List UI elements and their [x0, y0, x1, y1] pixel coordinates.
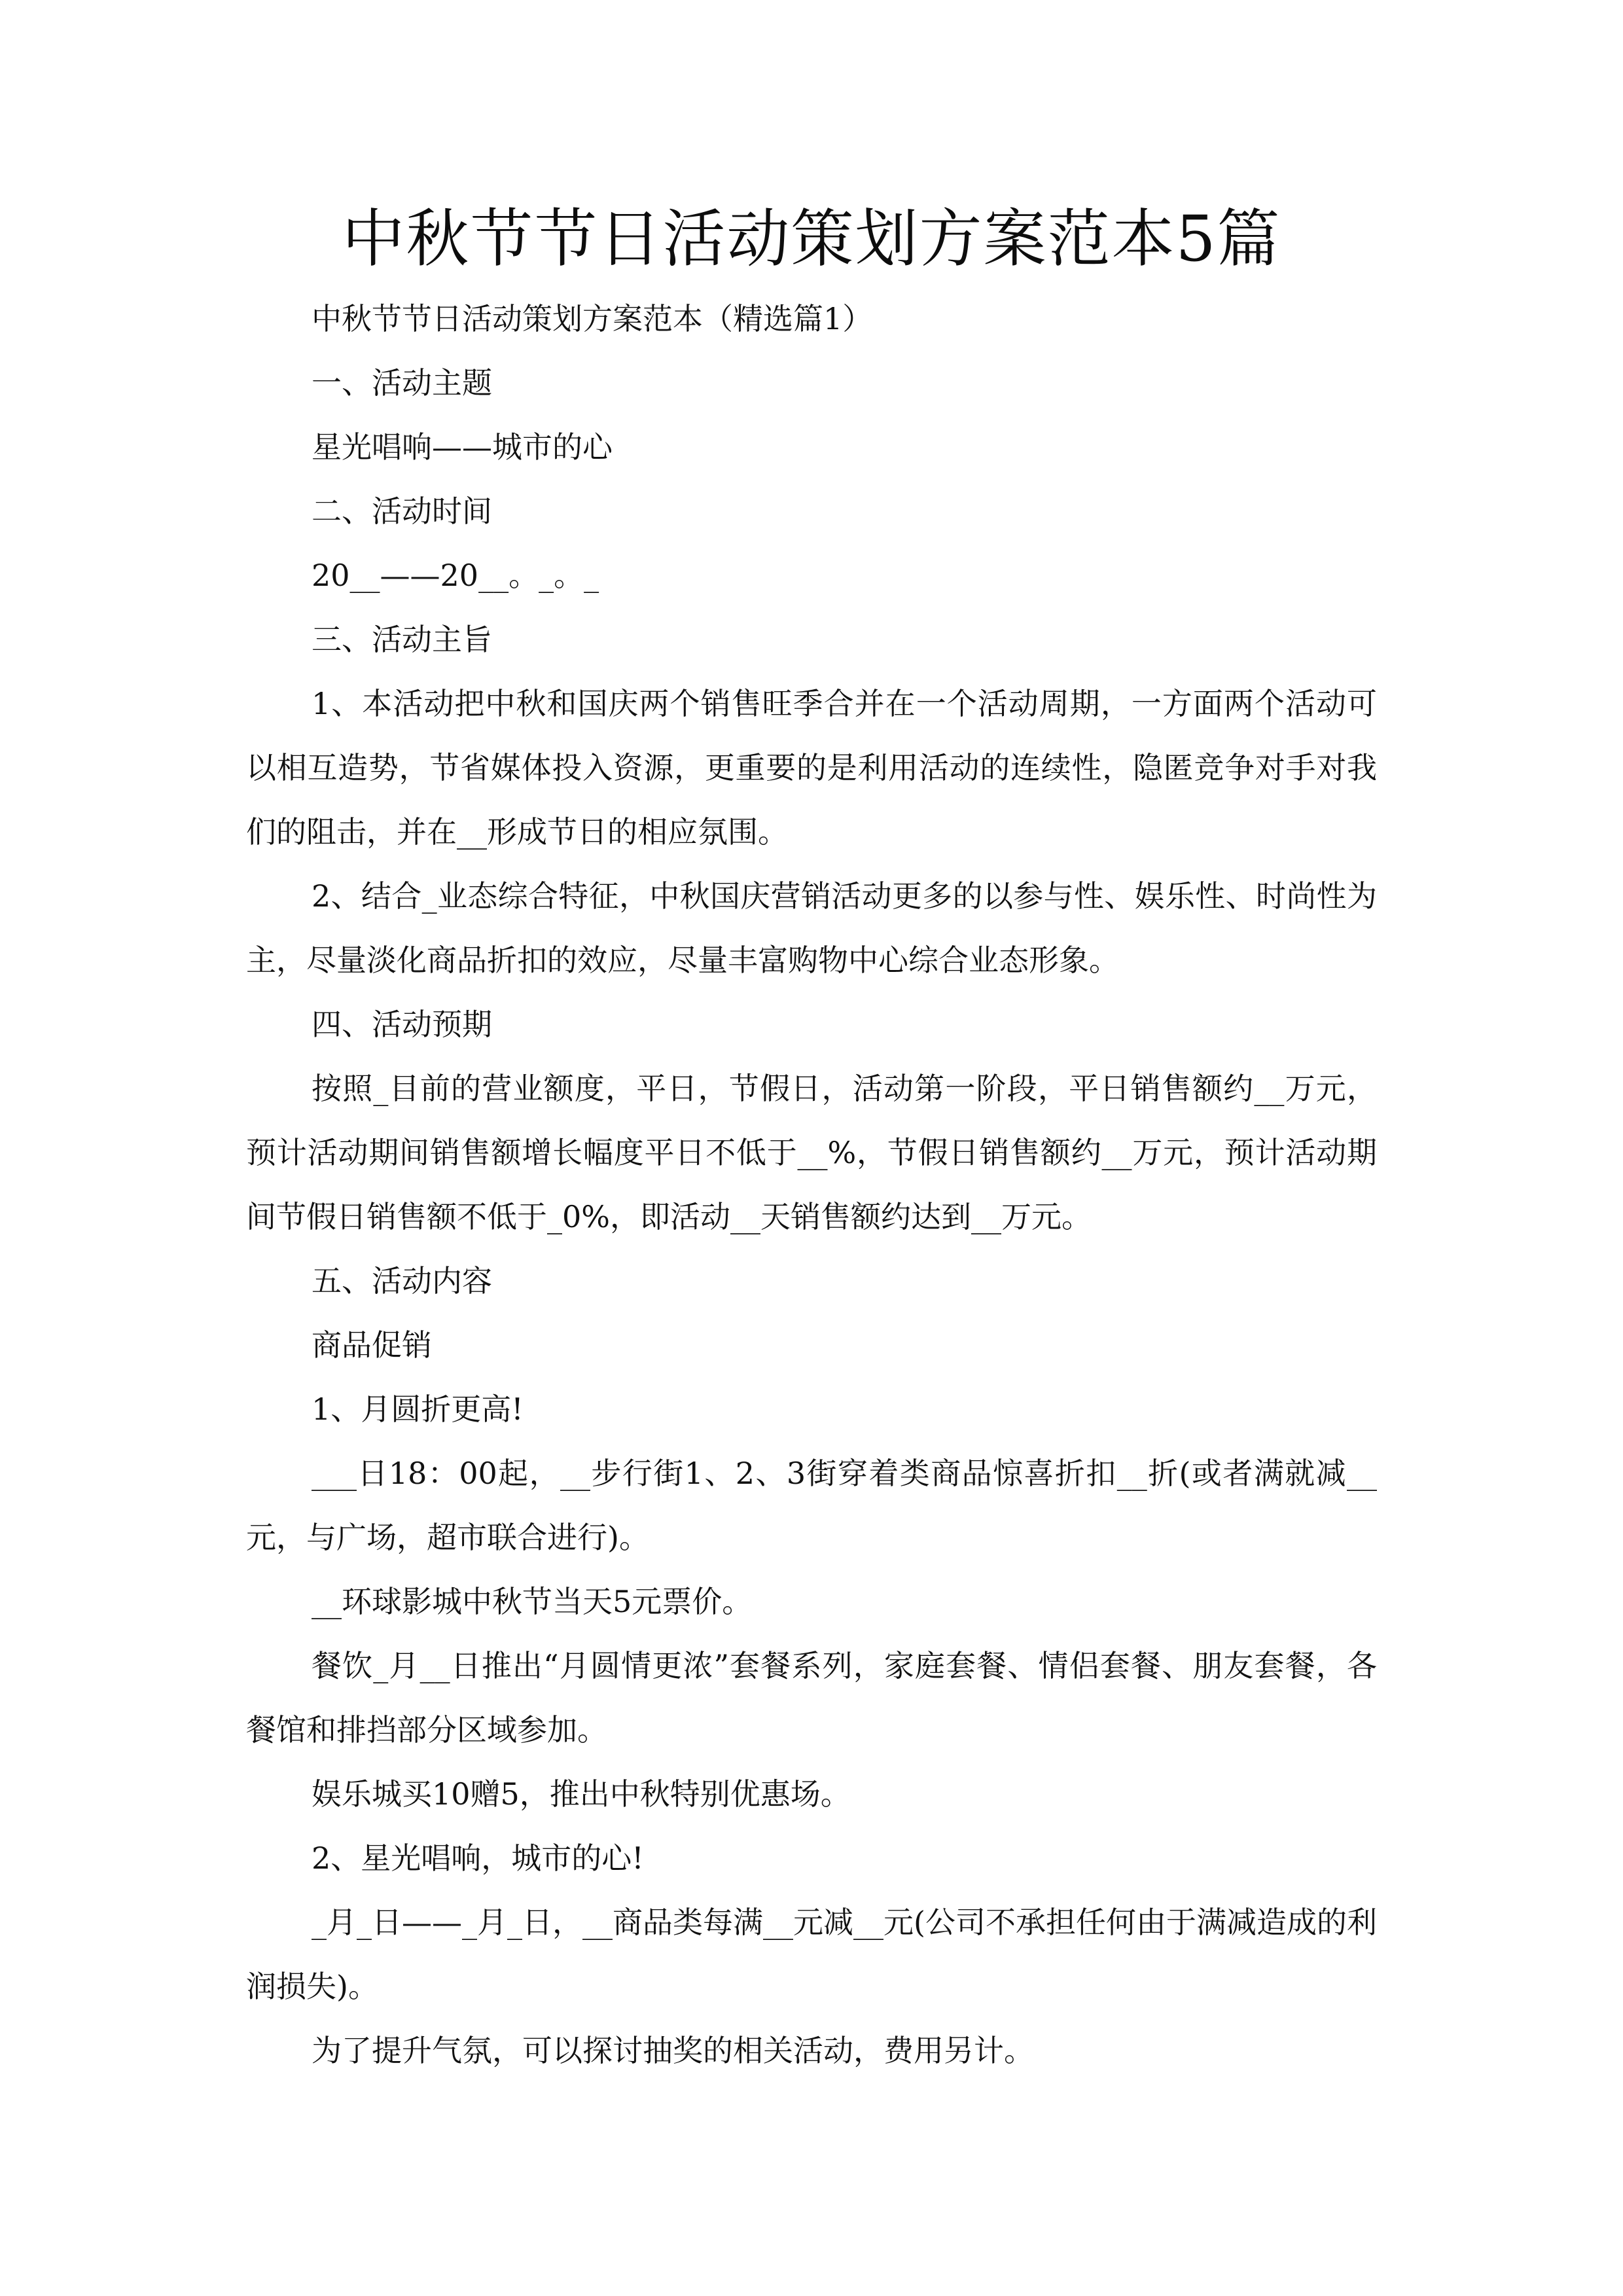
paragraph-dining: 餐饮_月__日推出“月圆情更浓”套餐系列，家庭套餐、情侣套餐、朋友套餐，各餐馆和排挡部分区域参加。 — [246, 1648, 1377, 1748]
heading-content: 五、活动内容 — [312, 1263, 492, 1299]
paragraph-expectation: 按照_目前的营业额度，平日，节假日，活动第一阶段，平日销售额约__万元，预计活动期间销售额增长幅度平日不低于__%，节假日销售额约__万元，预计活动期间节假日销售额不低于_0%，即活动__天销售额约达到__万元。 — [246, 1071, 1377, 1234]
paragraph-theme: 星光唱响——城市的心 — [312, 429, 613, 465]
paragraph-purpose-2: 2、结合_业态综合特征，中秋国庆营销活动更多的以参与性、娱乐性、时尚性为主，尽量淡化商品折扣的效应，尽量丰富购物中心综合业态形象。 — [246, 878, 1377, 978]
document-title: 中秋节节日活动策划方案范本5篇 — [342, 202, 1281, 276]
heading-time: 二、活动时间 — [312, 493, 492, 529]
heading-purpose: 三、活动主旨 — [312, 622, 492, 657]
heading-expectation: 四、活动预期 — [312, 1007, 492, 1042]
paragraph-discount: ___日18：00起，__步行街1、2、3街穿着类商品惊喜折扣__折(或者满就减__元，与广场，超市联合进行)。 — [246, 1456, 1378, 1555]
paragraph-entertainment: 娱乐城买10赠5，推出中秋特别优惠场。 — [312, 1776, 851, 1812]
heading-theme: 一、活动主题 — [312, 365, 492, 401]
document-body — [246, 287, 1377, 2083]
paragraph-time: 20__——20__。_。_ — [312, 558, 599, 593]
paragraph-promotion: 商品促销 — [312, 1327, 432, 1363]
paragraph-item-2: 2、星光唱响，城市的心! — [312, 1840, 644, 1876]
paragraph-full-reduction: _月_日——_月_日，__商品类每满__元减__元(公司不承担任何由于满减造成的利润损失)。 — [246, 1905, 1377, 2004]
paragraph-cinema: __环球影城中秋节当天5元票价。 — [312, 1584, 753, 1619]
paragraph-subtitle: 中秋节节日活动策划方案范本（精选篇1） — [312, 301, 873, 336]
paragraph-lottery: 为了提升气氛，可以探讨抽奖的相关活动，费用另计。 — [312, 2033, 1034, 2068]
paragraph-item-1: 1、月圆折更高! — [312, 1391, 524, 1427]
paragraph-purpose-1: 1、本活动把中秋和国庆两个销售旺季合并在一个活动周期，一方面两个活动可以相互造势，节省媒体投入资源，更重要的是利用活动的连续性，隐匿竞争对手对我们的阻击，并在__形成节日的相应氛围。 — [246, 686, 1377, 850]
